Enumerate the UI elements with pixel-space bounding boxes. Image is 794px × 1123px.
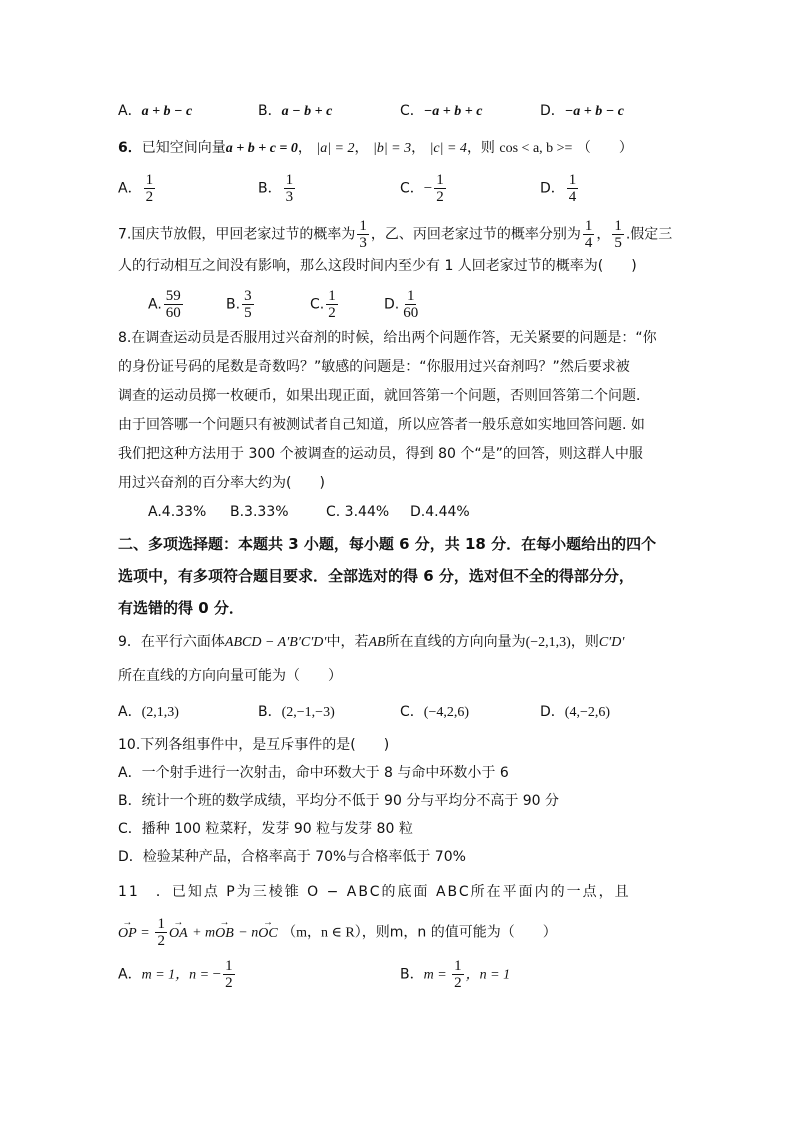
q9-option-a <box>118 702 179 723</box>
q6-option-b <box>258 172 297 205</box>
option-label: C． <box>400 180 424 197</box>
numerator: 59 <box>165 288 181 304</box>
denominator: 2 <box>157 933 165 949</box>
q8-line-6: 用过兴奋剂的百分率大约为( ) <box>118 475 325 491</box>
option-expr: m = <box>423 967 451 983</box>
denominator: 60 <box>165 305 181 321</box>
vector-ob: → OB <box>215 924 234 944</box>
option-label: B． <box>400 966 424 983</box>
option-value: (−4,2,6) <box>423 705 470 720</box>
q7-option-d <box>384 288 422 321</box>
q10-option-d: D．检验某种产品，合格率高于 70%与合格率低于 70% <box>118 849 466 865</box>
option-label: A. <box>148 296 162 313</box>
q11-option-a <box>118 958 237 991</box>
option-expr: −a + b − c <box>564 104 624 119</box>
fraction <box>357 218 369 251</box>
option-expr: −a + b + c <box>423 104 483 119</box>
fraction <box>326 288 338 321</box>
denominator: 4 <box>584 235 593 251</box>
q6-stem: 6．已知空间向量a + b + c = 0， |a| = 2， |b| = 3， |c| = 4，则 cos < a, b >= （ ） <box>118 140 633 156</box>
q5-option-a <box>118 101 192 122</box>
minus-sign: − <box>212 966 222 983</box>
numerator: 1 <box>328 288 336 304</box>
option-label: C. <box>310 296 325 313</box>
q7-line-2: 人的行动相互之间没有影响，那么这段时间内至少有 1 人回老家过节的概率为( ) <box>118 258 637 274</box>
fraction <box>242 288 254 321</box>
fraction <box>164 288 183 321</box>
option-label: A． <box>118 966 142 983</box>
edge-name: C′D′ <box>598 635 625 650</box>
section-heading-line-3: 有选错的得 0 分． <box>118 599 244 617</box>
denominator: 2 <box>436 189 444 205</box>
vector-oa: → OA <box>169 924 188 944</box>
option-expr: m = 1，n = <box>141 967 213 983</box>
q5-option-c <box>400 101 482 122</box>
stem-text: 中，若 <box>326 634 369 650</box>
answer-paren: （ ） <box>576 140 633 156</box>
option-expr: a + b − c <box>141 104 193 119</box>
direction-vector: (−2,1,3) <box>525 635 571 650</box>
stem-text: ，乙、丙回老家过节的概率分别为 <box>370 226 581 243</box>
stem-text: .假定三 <box>625 226 673 243</box>
q9-option-c <box>400 702 469 723</box>
fraction <box>583 218 595 251</box>
q8-option-c: C. 3.44% <box>326 504 390 520</box>
q9-line-2: 所在直线的方向向量可能为（ ） <box>118 668 342 684</box>
q9-option-d <box>540 702 610 723</box>
q7-line-1: 7.国庆节放假，甲回老家过节的概率为 $\frac{1}{3}$ ，乙、丙回老家过节的概率分别为 $\frac{1}{4}$ ， $\frac{1}{5}$ .假定三 <box>118 218 673 251</box>
option-value: (4,−2,6) <box>564 705 611 720</box>
option-label: D. <box>384 296 400 313</box>
denominator: 2 <box>454 975 462 991</box>
stem-text: 7.国庆节放假，甲回老家过节的概率为 <box>118 226 356 243</box>
q6-option-d <box>540 172 580 205</box>
q8-line-3: 调查的运动员掷一枚硬币，如果出现正面，就回答第一个问题，否则回答第二个问题． <box>118 388 650 404</box>
q6-option-c <box>400 172 448 205</box>
condition: a + b + c = 0 <box>225 141 298 156</box>
magnitude-c: |c| = 4 <box>429 141 467 156</box>
fraction <box>284 172 296 205</box>
equals-sign: = <box>141 925 150 941</box>
q8-line-4: 由于回答哪一个问题只有被测试者自己知道，所以应答者一般乐意如实地回答问题. 如 <box>118 417 645 433</box>
option-label: B． <box>258 103 282 119</box>
q11-option-b <box>400 958 510 991</box>
vector-op: → OP <box>118 924 137 944</box>
denominator: 2 <box>145 189 154 205</box>
option-expr: a − b + c <box>281 104 333 119</box>
option-label: B. <box>226 296 241 313</box>
option-label: A． <box>118 180 142 197</box>
numerator: 1 <box>406 288 415 304</box>
numerator: 1 <box>359 218 367 234</box>
q10-option-c: C．播种 100 粒菜籽，发芽 90 粒与发芽 80 粒 <box>118 821 413 837</box>
option-label: B． <box>258 180 282 197</box>
option-label: D． <box>540 704 565 720</box>
denominator: 4 <box>568 189 577 205</box>
stem-text: 所在直线的方向向量为 <box>385 634 526 650</box>
numerator: 1 <box>285 172 294 188</box>
option-value: (2,1,3) <box>141 705 179 720</box>
solid-name: ABCD − A′B′C′D′ <box>224 635 327 650</box>
denominator: 3 <box>359 235 367 251</box>
q8-line-1: 8.在调查运动员是否服用过兴奋剂的时候，给出两个问题作答，无关紧要的问题是：“你 <box>118 330 657 346</box>
fraction <box>155 916 167 949</box>
fraction <box>401 288 420 321</box>
q6-option-a <box>118 172 157 205</box>
fraction <box>144 172 156 205</box>
numerator: 1 <box>584 218 593 234</box>
fraction <box>434 172 446 205</box>
option-label: A． <box>118 103 142 119</box>
q10-stem: 10.下列各组事件中，是互斥事件的是( ) <box>118 737 390 753</box>
q11-line-2 <box>118 916 557 949</box>
q8-option-b: B.3.33% <box>230 504 289 520</box>
numerator: 1 <box>436 172 444 188</box>
magnitude-a: |a| = 2 <box>316 141 355 156</box>
q9-option-b <box>258 702 335 723</box>
section-heading-line-1: 二、多项选择题：本题共 3 小题，每小题 6 分，共 18 分．在每小题给出的四个 <box>118 535 657 553</box>
question-number: 6． <box>118 140 142 156</box>
option-label: C． <box>400 103 424 119</box>
option-label: C． <box>400 704 424 720</box>
stem-text: ，则m，n 的值可能为（ ） <box>361 924 557 941</box>
condition: （m，n ∈ R） <box>282 925 362 941</box>
minus-sign: − <box>423 180 433 197</box>
q11-line-1: 11 ．已知点 P为三棱锥 O − ABC的底面 ABC所在平面内的一点，且 <box>118 884 631 900</box>
q7-option-c <box>310 288 340 321</box>
q8-line-5: 我们把这种方法用于 300 个被调查的运动员，得到 80 个“是”的回答，则这群人中服 <box>118 446 643 462</box>
fraction <box>612 218 624 251</box>
q8-option-a: A.4.33% <box>148 504 207 520</box>
stem-text: 已知空间向量 <box>141 140 226 156</box>
vector-oc: → OC <box>258 924 277 944</box>
q5-option-d <box>540 101 624 122</box>
section-heading-line-2: 选项中，有多项符合题目要求．全部选对的得 6 分，选对但不全的得部分分， <box>118 567 634 585</box>
denominator: 2 <box>225 975 233 991</box>
denominator: 5 <box>614 235 622 251</box>
numerator: 1 <box>614 218 622 234</box>
q10-option-a: A．一个射手进行一次射击，命中环数大于 8 与命中环数小于 6 <box>118 765 509 781</box>
stem-text: 9．在平行六面体 <box>118 634 225 650</box>
numerator: 1 <box>568 172 577 188</box>
cos-expression: cos < a, b >= <box>499 141 573 156</box>
magnitude-b: |b| = 3 <box>372 141 412 156</box>
q5-option-b <box>258 101 332 122</box>
stem-text: ，则 <box>570 634 599 650</box>
denominator: 5 <box>244 305 252 321</box>
denominator: 60 <box>403 305 419 321</box>
fraction <box>452 958 464 991</box>
option-label: B． <box>258 704 282 720</box>
option-expr: ，n = 1 <box>465 967 511 983</box>
q7-option-a <box>148 288 185 321</box>
option-label: D． <box>540 103 565 119</box>
stem-text: ，则 <box>466 140 495 156</box>
q9-line-1 <box>118 632 624 653</box>
denominator: 2 <box>328 305 336 321</box>
numerator: 1 <box>145 172 154 188</box>
option-label: A． <box>118 704 142 720</box>
numerator: 1 <box>157 916 165 932</box>
numerator: 3 <box>244 288 252 304</box>
q10-option-b: B．统计一个班的数学成绩，平均分不低于 90 分与平均分不高于 90 分 <box>118 793 560 809</box>
minus-n: − n <box>238 925 259 941</box>
fraction <box>567 172 579 205</box>
denominator: 3 <box>285 189 294 205</box>
q8-line-2: 的身份证号码的尾数是奇数吗？”敏感的问题是：“你服用过兴奋剂吗？”然后要求被 <box>118 359 630 375</box>
fraction <box>223 958 235 991</box>
q8-option-d: D.4.44% <box>410 504 470 520</box>
q7-option-b <box>226 288 256 321</box>
numerator: 1 <box>454 958 462 974</box>
option-label: D． <box>540 180 565 197</box>
edge-name: AB <box>368 635 386 650</box>
plus-m: + m <box>192 925 216 941</box>
option-value: (2,−1,−3) <box>281 705 335 720</box>
numerator: 1 <box>225 958 233 974</box>
